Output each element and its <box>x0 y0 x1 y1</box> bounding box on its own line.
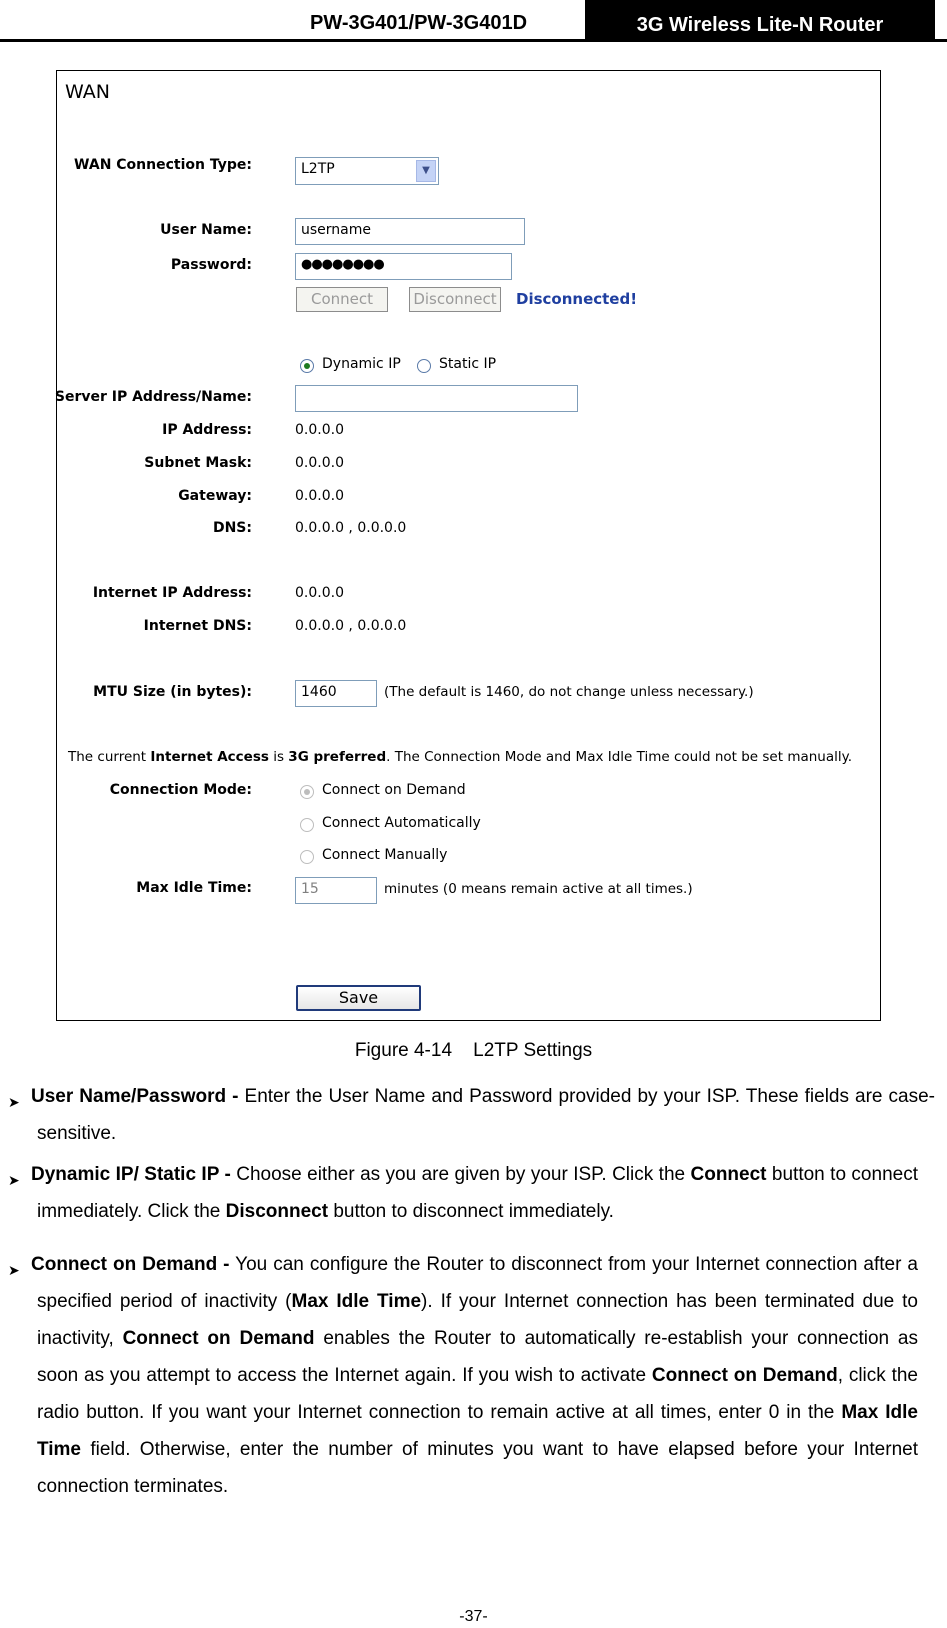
bullet-icon: ➤ <box>8 1172 20 1188</box>
chevron-down-icon[interactable]: ▼ <box>416 160 436 182</box>
dynamic-ip-label: Dynamic IP <box>322 356 401 372</box>
user-name-input[interactable] <box>295 218 525 245</box>
subnet-mask-label: Subnet Mask: <box>144 455 252 471</box>
max-idle-label: Max Idle Time: <box>136 880 252 896</box>
paragraph-text: field. Otherwise, enter the number of minutes you want to have elapsed before your Internet connection terminates. <box>37 1439 918 1497</box>
connection-type-value: L2TP <box>301 161 335 177</box>
paragraph-text: enables the Router to automatically re-establish your connection as soon as you attempt to access the Internet again. If you wish to activate <box>37 1328 918 1386</box>
notice-3g-preferred: 3G preferred <box>288 749 387 765</box>
notice-text: is <box>268 749 289 765</box>
connect-button[interactable]: Connect <box>296 287 388 312</box>
bullet-icon: ➤ <box>8 1262 20 1278</box>
gateway-value: 0.0.0.0 <box>295 488 344 504</box>
ip-address-value: 0.0.0.0 <box>295 422 344 438</box>
connect-manually-radio[interactable] <box>300 850 314 864</box>
paragraph-text: Choose either as you are given by your ISP. Click the <box>230 1164 691 1185</box>
term-connect: Connect <box>690 1164 767 1185</box>
figure-caption: Figure 4-14 L2TP Settings <box>354 1040 593 1061</box>
header-rule <box>0 39 947 42</box>
dns-label: DNS: <box>212 520 252 536</box>
password-value: ●●●●●●●● <box>301 257 384 272</box>
max-idle-input[interactable] <box>295 877 377 904</box>
user-name-value: username <box>301 222 371 238</box>
term-user-name-password: User Name/Password - <box>31 1086 239 1107</box>
connect-manually-label: Connect Manually <box>322 847 448 863</box>
server-input[interactable] <box>295 385 578 412</box>
user-name-label: User Name: <box>160 222 252 238</box>
mtu-input[interactable] <box>295 680 377 707</box>
paragraph-text: ). If your Internet connection has been terminated due to inactivity, <box>37 1291 918 1349</box>
term-connect-on-demand: Connect on Demand - <box>31 1254 230 1275</box>
paragraph-text: Enter the User Name and Password provided by your ISP. These fields are case-sensitive. <box>37 1086 935 1144</box>
bullet-icon: ➤ <box>8 1094 20 1110</box>
term-disconnect: Disconnect <box>225 1201 329 1222</box>
paragraph-text: , click the radio button. If you want your Internet connection to remain active at all times, enter 0 in the <box>37 1365 918 1423</box>
paragraph-connect-on-demand <box>31 1246 918 1505</box>
connection-status: Disconnected! <box>516 290 638 308</box>
server-label: Server IP Address/Name: <box>54 389 252 405</box>
internet-ip-value: 0.0.0.0 <box>295 585 344 601</box>
page-number: -37- <box>459 1608 488 1625</box>
header-title: 3G Wireless Lite-N Router <box>585 0 935 41</box>
disconnect-button[interactable]: Disconnect <box>409 287 501 312</box>
panel-title: WAN <box>65 81 110 103</box>
gateway-label: Gateway: <box>178 488 252 504</box>
static-ip-label: Static IP <box>439 356 497 372</box>
wan-settings-panel <box>56 70 881 1021</box>
max-idle-note: minutes (0 means remain active at all times.) <box>384 881 693 897</box>
paragraph-text: button to connect immediately. Click the <box>37 1164 918 1222</box>
term-connect-on-demand: Connect on Demand <box>651 1365 838 1386</box>
connection-type-label: WAN Connection Type: <box>74 157 252 173</box>
notice-text: . The Connection Mode and Max Idle Time could not be set manually. <box>386 749 852 765</box>
connect-on-demand-radio[interactable] <box>300 785 314 799</box>
connection-mode-label: Connection Mode: <box>109 782 252 798</box>
term-max-idle-time: Max Idle Time <box>37 1402 918 1460</box>
password-input[interactable] <box>295 253 512 280</box>
save-button[interactable]: Save <box>296 985 421 1011</box>
notice-internet-access: Internet Access <box>150 749 269 765</box>
dynamic-ip-radio[interactable] <box>300 359 314 373</box>
paragraph-user-name-password <box>31 1078 935 1152</box>
notice-text: The current <box>68 749 151 765</box>
mtu-value: 1460 <box>301 684 337 700</box>
term-dynamic-static-ip: Dynamic IP/ Static IP - <box>31 1164 231 1185</box>
paragraph-dynamic-static-ip <box>31 1156 918 1230</box>
dns-value: 0.0.0.0 , 0.0.0.0 <box>295 520 407 536</box>
term-max-idle-time: Max Idle Time <box>291 1291 422 1312</box>
static-ip-radio[interactable] <box>417 359 431 373</box>
password-label: Password: <box>170 257 252 273</box>
ip-address-label: IP Address: <box>162 422 252 438</box>
internet-dns-value: 0.0.0.0 , 0.0.0.0 <box>295 618 407 634</box>
access-notice <box>68 749 852 765</box>
paragraph-text: button to disconnect immediately. <box>328 1201 614 1222</box>
connect-on-demand-label: Connect on Demand <box>322 782 466 798</box>
connection-type-select[interactable] <box>295 157 439 185</box>
connect-automatically-radio[interactable] <box>300 818 314 832</box>
mtu-label: MTU Size (in bytes): <box>93 684 252 700</box>
internet-dns-label: Internet DNS: <box>143 618 252 634</box>
max-idle-value: 15 <box>301 881 319 897</box>
term-connect-on-demand: Connect on Demand <box>122 1328 315 1349</box>
paragraph-text: You can configure the Router to disconnect from your Internet connection after a specified period of inactivity ( <box>37 1254 918 1312</box>
connect-automatically-label: Connect Automatically <box>322 815 481 831</box>
mtu-note: (The default is 1460, do not change unless necessary.) <box>384 684 754 700</box>
internet-ip-label: Internet IP Address: <box>92 585 252 601</box>
header-model: PW-3G401/PW-3G401D <box>310 12 528 34</box>
subnet-mask-value: 0.0.0.0 <box>295 455 344 471</box>
